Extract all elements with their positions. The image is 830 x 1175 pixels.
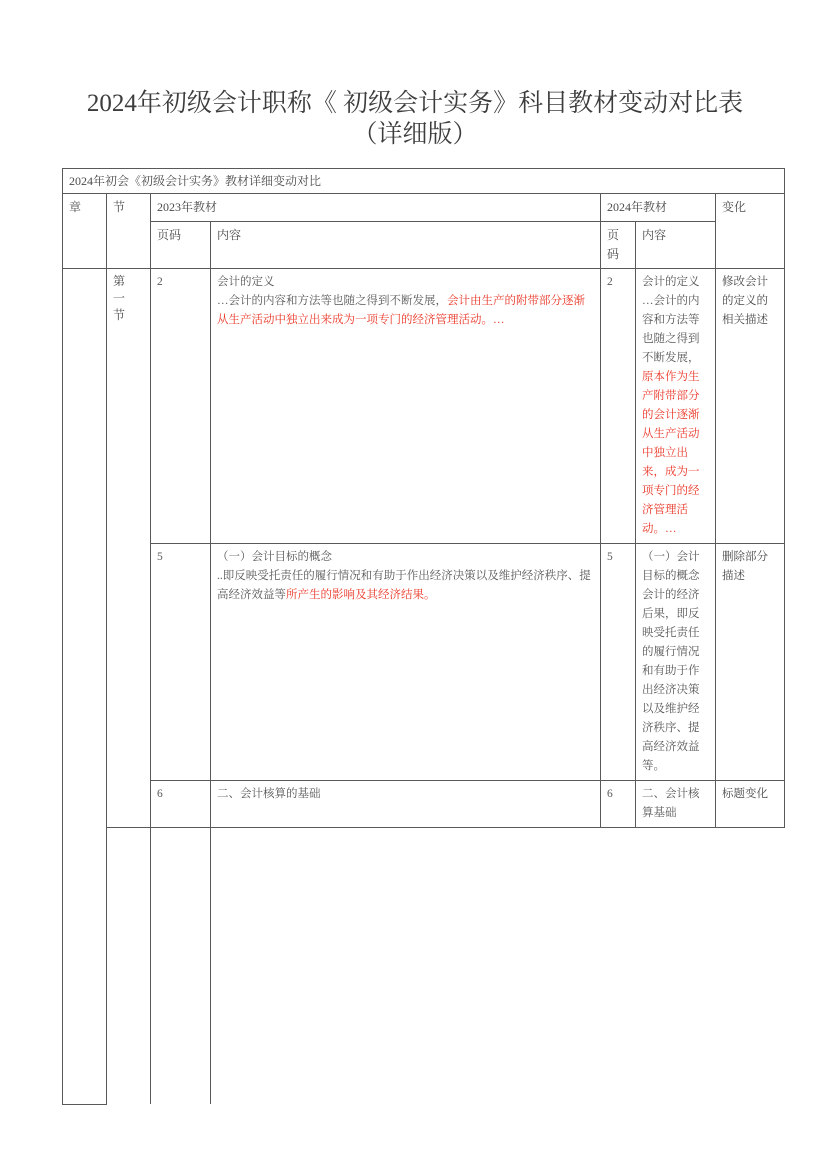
cell-change-continued	[716, 828, 785, 1105]
cell-page-2023: 6	[151, 781, 211, 828]
cell-change: 删除部分描述	[716, 544, 785, 781]
table-row-continued	[63, 828, 785, 1105]
comparison-table	[62, 168, 785, 1105]
cell-content-2023-continued	[211, 828, 601, 1105]
content-plain: ..即反映受托责任的履行情况和有助于作出经济决策以及维护经济秩序、提高经济效益等	[217, 570, 591, 601]
content-2023-body: 二、会计核算的基础	[217, 788, 321, 800]
header-change: 变化	[716, 194, 785, 269]
cell-content-2023	[211, 269, 601, 544]
cell-change: 标题变化	[716, 781, 785, 828]
section-char-3: 节	[113, 308, 126, 322]
cell-page-2024: 6	[601, 781, 636, 828]
table-caption-row	[63, 169, 785, 194]
content-highlight: 会计由生产的附带部分逐渐从生产活动中独立出来成为一项专门的经济管理活动。…	[217, 295, 585, 326]
header-content-2023: 内容	[211, 222, 601, 269]
header-book-2024: 2024年教材	[601, 194, 716, 222]
cell-page-2023: 5	[151, 544, 211, 781]
content-plain: 会计的经济后果，即反映受托责任的履行情况和有助于作出经济决策以及维护经济秩序、提高经济效益等。	[642, 589, 700, 772]
header-section: 节	[107, 194, 151, 269]
table-row	[63, 544, 785, 781]
cell-section-continued	[107, 828, 151, 1105]
section-char-2: 一	[113, 291, 126, 305]
table-row	[63, 781, 785, 828]
content-2023-body	[217, 567, 595, 605]
section-char-1: 第	[113, 274, 126, 288]
content-2024-heading: 会计的定义	[642, 276, 700, 288]
table-header-row-2	[63, 222, 785, 269]
cell-content-2024	[636, 544, 716, 781]
table-row	[63, 269, 785, 544]
cell-page-2024: 5	[601, 544, 636, 781]
cell-section-label	[107, 269, 151, 828]
header-page-2023: 页码	[151, 222, 211, 269]
cell-content-2024	[636, 781, 716, 828]
content-2023-heading: 会计的定义	[217, 276, 275, 288]
content-plain: …会计的内容和方法等也随之得到不断发展，	[642, 295, 700, 364]
cell-page-2023-continued	[151, 828, 211, 1105]
comparison-table-wrapper	[62, 168, 784, 1105]
cell-content-2023	[211, 781, 601, 828]
cell-page-2023: 2	[151, 269, 211, 544]
cell-page-2024: 2	[601, 269, 636, 544]
header-chapter: 章	[63, 194, 107, 269]
cell-page-2024-continued	[601, 828, 636, 1105]
table-caption: 2024年初会《初级会计实务》教材详细变动对比	[63, 169, 785, 194]
cell-content-2024-continued	[636, 828, 716, 1105]
page-title-line-1: 2024年初级会计职称《 初级会计实务》科目教材变动对比表	[86, 90, 744, 117]
content-plain: …会计的内容和方法等也随之得到不断发展，	[217, 295, 447, 307]
content-2024-body	[642, 586, 710, 776]
page-title	[62, 88, 768, 150]
content-highlight: 原本作为生产附带部分的会计逐渐从生产活动中独立出来，成为一项专门的经济管理活动。…	[642, 371, 700, 535]
header-page-2024: 页码	[601, 222, 636, 269]
content-2023-body	[217, 292, 595, 330]
header-book-2023: 2023年教材	[151, 194, 601, 222]
header-content-2024: 内容	[636, 222, 716, 269]
cell-change: 修改会计的定义的相关描述	[716, 269, 785, 544]
content-2024-body: 二、会计核算基础	[642, 788, 700, 819]
table-header-row-1	[63, 194, 785, 222]
cell-content-2023	[211, 544, 601, 781]
cell-content-2024	[636, 269, 716, 544]
content-2023-heading: （一）会计目标的概念	[217, 551, 332, 563]
page-title-line-2: （详细版）	[352, 121, 478, 148]
content-highlight: 所产生的影响及其经济结果。	[286, 589, 436, 601]
cell-chapter	[63, 269, 107, 1105]
content-2024-body	[642, 292, 710, 539]
content-2024-heading: （一）会计目标的概念	[642, 551, 700, 582]
